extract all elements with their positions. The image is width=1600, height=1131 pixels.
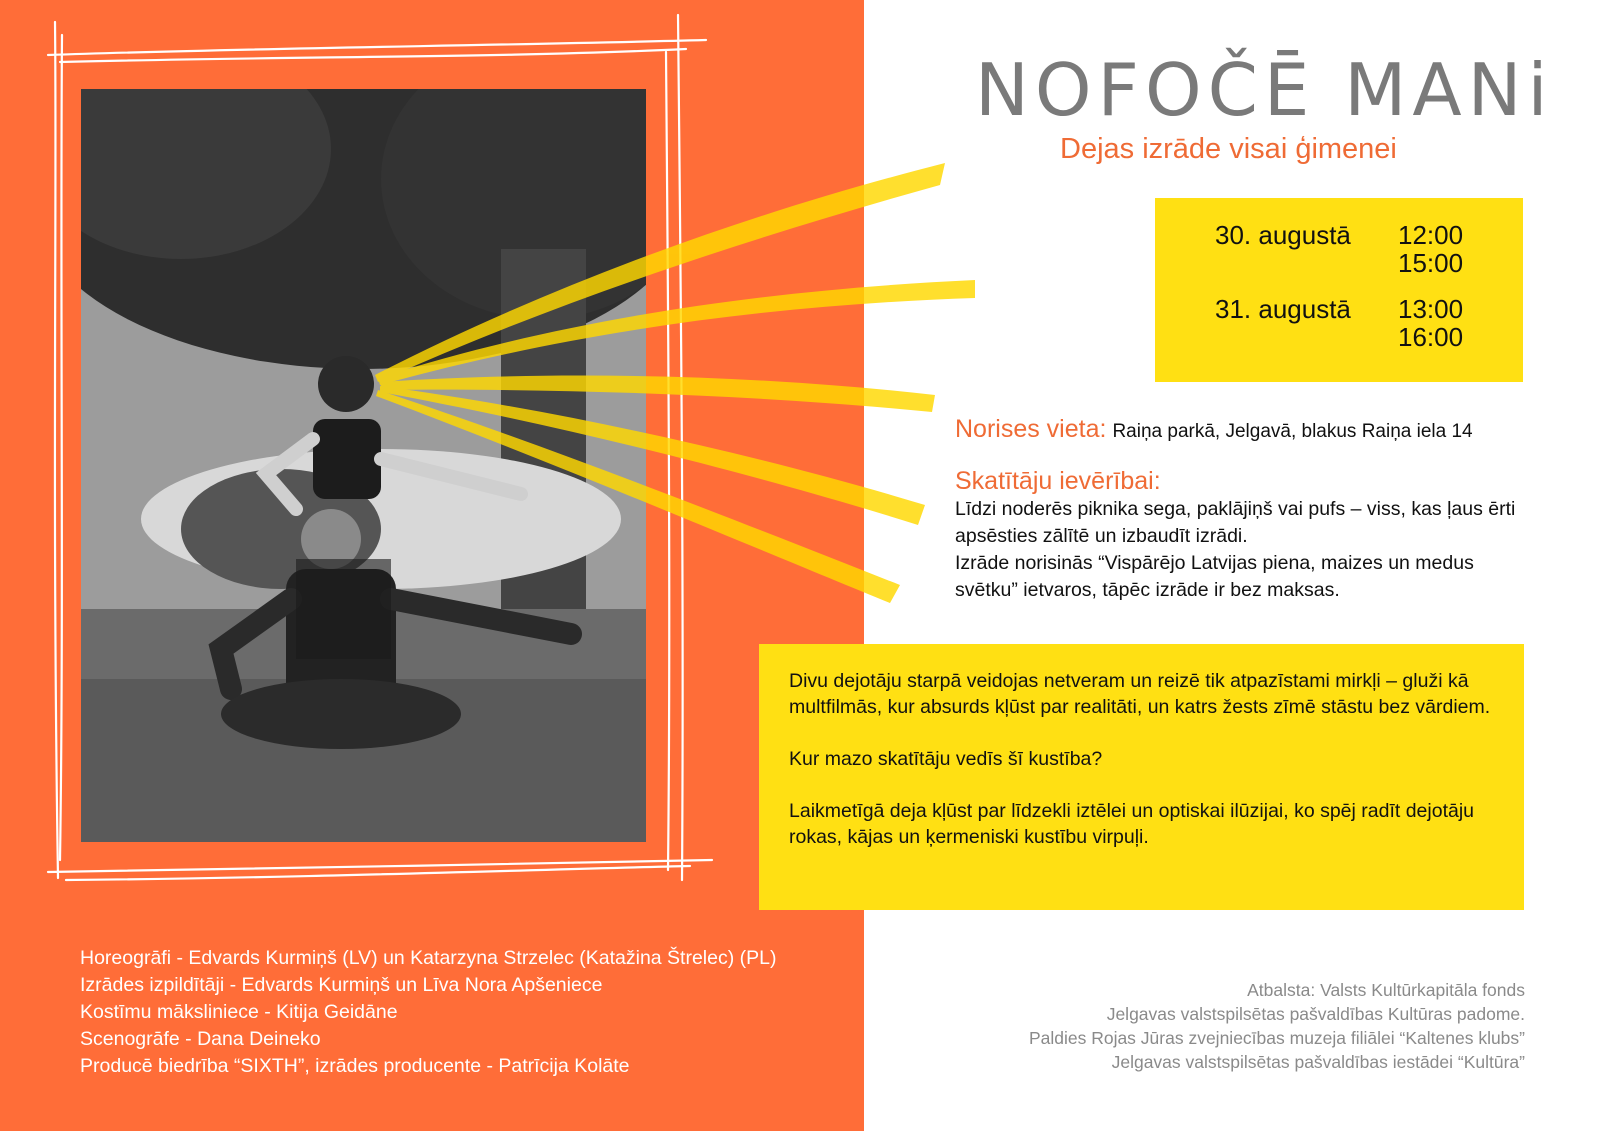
show-subtitle: Dejas izrāde visai ģimenei [1060, 133, 1397, 165]
schedule-box [1155, 198, 1523, 382]
credit-line: Scenogrāfe - Dana Deineko [80, 1028, 321, 1050]
credits [80, 945, 777, 1080]
notes-label: Skatītāju ievērībai: [955, 467, 1161, 495]
venue-label: Norises vieta: [955, 415, 1107, 443]
show-title: NOFOČĒ MANi [975, 48, 1554, 132]
venue [955, 415, 1473, 444]
description-paragraph-1: Divu dejotāju starpā veidojas netveram un reizē tik atpazīstami mirkļi – gluži kā multfilmās, kur absurds kļūst par realitāti, un katrs žests zīmē stāstu bez vārdiem. [789, 670, 1491, 718]
notes-line-1: Līdzi noderēs piknika sega, paklājiņš vai pufs – viss, kas ļaus ērti apsēsties zālītē un izbaudīt izrādi. [955, 498, 1516, 547]
schedule-time-1b: 15:00 [1398, 248, 1464, 278]
support-line: Jelgavas valstspilsētas pašvaldības iestādei “Kultūra” [1111, 1052, 1525, 1072]
credit-line: Producē biedrība “SIXTH”, izrādes producente - Patrīcija Kolāte [80, 1055, 630, 1077]
support-line: Atbalsta: Valsts Kultūrkapitāla fonds [1247, 980, 1525, 1000]
schedule-time-2b: 16:00 [1398, 322, 1464, 352]
description-paragraph-3: Laikmetīgā deja kļūst par līdzekli iztēlei un optiskai ilūzijai, ko spēj radīt dejotāju rokas, kājas un ķermeniski kustību virpuļi. [789, 800, 1475, 848]
support-line: Jelgavas valstspilsētas pašvaldības Kultūras padome. [1106, 1004, 1525, 1024]
support-line: Paldies Rojas Jūras zvejniecības muzeja filiālei “Kaltenes klubs” [1028, 1028, 1525, 1048]
schedule-date-2: 31. augustā [1215, 294, 1351, 324]
description-paragraph-2: Kur mazo skatītāju vedīs šī kustība? [789, 748, 1103, 770]
credit-line: Kostīmu māksliniece - Kitija Geidāne [80, 1001, 398, 1023]
schedule-date-1: 30. augustā [1215, 220, 1351, 250]
description-box [759, 644, 1524, 910]
schedule-time-2a: 13:00 [1398, 294, 1464, 324]
notes-line-2: Izrāde norisinās “Vispārējo Latvijas piena, maizes un medus svētku” ietvaros, tāpēc izrāde ir bez maksas. [955, 552, 1474, 601]
credit-line: Izrādes izpildītāji - Edvards Kurmiņš un Līva Nora Apšeniece [80, 974, 603, 996]
audience-notes [955, 496, 1525, 604]
dancers-photo [81, 89, 646, 842]
support-credits [1029, 978, 1525, 1074]
credit-line: Horeogrāfi - Edvards Kurmiņš (LV) un Katarzyna Strzelec (Katažina Štrelec) (PL) [80, 947, 777, 969]
schedule-time-1a: 12:00 [1398, 220, 1464, 250]
venue-text: Raiņa parkā, Jelgavā, blakus Raiņa iela 14 [1112, 421, 1473, 442]
